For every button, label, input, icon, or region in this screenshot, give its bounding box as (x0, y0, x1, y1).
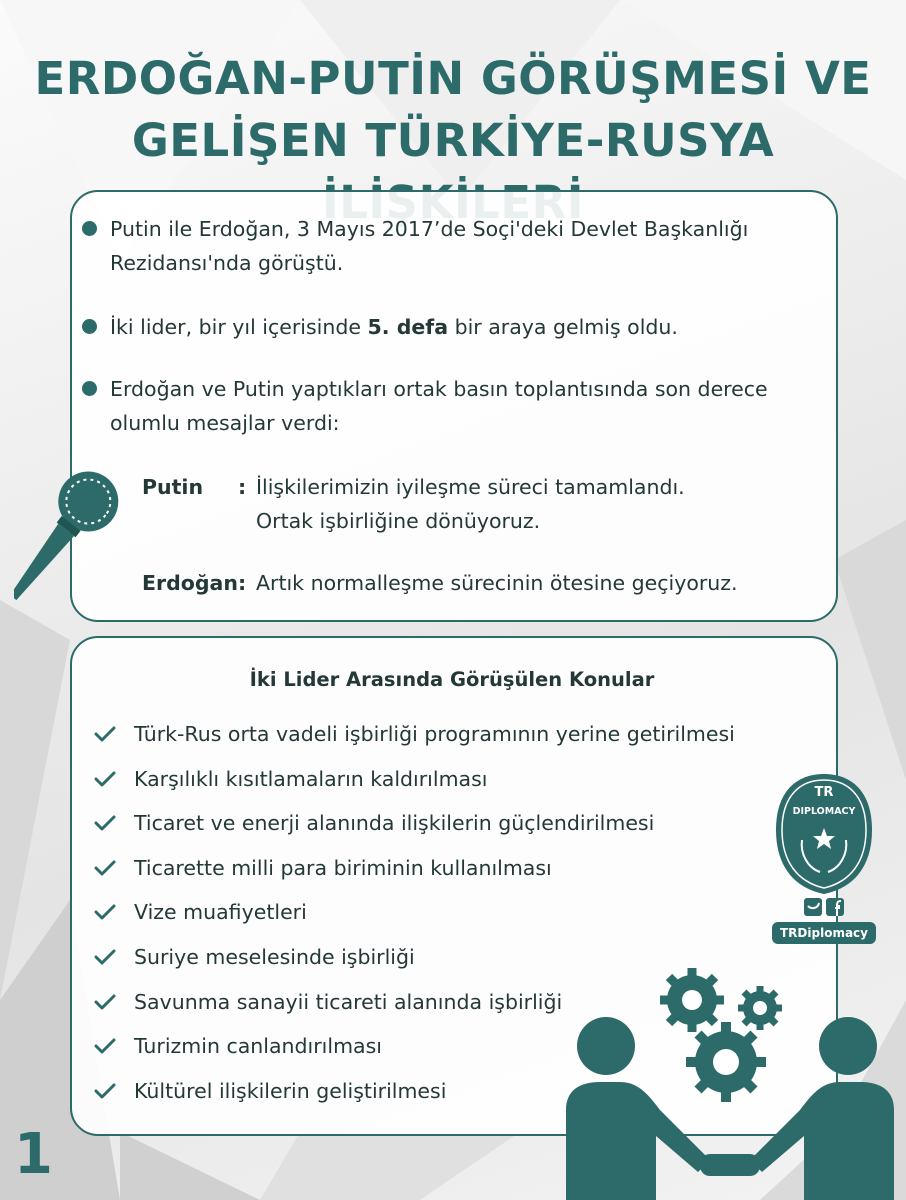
badge-arc-text: DIPLOMACY (792, 806, 856, 817)
topic-label: Turizmin canlandırılması (134, 1034, 382, 1059)
quote-erdogan-name: Erdoğan: (142, 571, 247, 595)
quote-putin-line-1: İlişkilerimizin iyileşme süreci tamamlandı. (256, 475, 685, 499)
microphone-icon (14, 462, 124, 630)
check-icon (94, 993, 116, 1011)
topic-item (94, 716, 735, 761)
topic-label: Vize muafiyetleri (134, 900, 307, 925)
bullet-dot-icon (82, 381, 97, 396)
summary-bullet-count: İki lider, bir yıl içerisinde 5. defa bir araya gelmiş oldu. (82, 310, 812, 344)
gear-icon (738, 986, 782, 1030)
tr-diplomacy-badge (772, 770, 876, 918)
check-icon (94, 770, 116, 788)
check-icon (94, 948, 116, 966)
check-icon (94, 1082, 116, 1100)
topic-label: Kültürel ilişkilerin geliştirilmesi (134, 1078, 447, 1103)
badge-top-text: TR (814, 785, 834, 800)
topic-label: Ticaret ve enerji alanında ilişkilerin güçlendirilmesi (134, 811, 655, 836)
topic-item (94, 805, 735, 850)
check-icon (94, 814, 116, 832)
gear-icon (660, 968, 724, 1032)
title-line-2: GELİŞEN TÜRKİYE-RUSYA (131, 114, 775, 167)
topic-label: Savunma sanayii ticareti alanında işbirliği (134, 989, 563, 1014)
summary-bullet-meeting: Putin ile Erdoğan, 3 Mayıs 2017’de Soçi'deki Devlet Başkanlığı Rezidansı'nda görüştü. (82, 212, 812, 280)
bullet-dot-icon (82, 221, 97, 236)
person-left-head-icon (577, 1017, 635, 1075)
topic-item (94, 761, 735, 806)
quote-erdogan-text: Artık normalleşme sürecinin ötesine geçiyoruz. (256, 571, 738, 595)
meeting-count: 5. defa (367, 315, 449, 339)
page-number: 1 (14, 1122, 53, 1187)
gear-icon (686, 1022, 766, 1102)
person-right-head-icon (819, 1017, 877, 1075)
title-line-1: ERDOĞAN-PUTİN GÖRÜŞMESİ VE (34, 52, 872, 105)
bullet-dot-icon (82, 319, 97, 334)
handshake-icon (700, 1154, 760, 1176)
quote-putin-line-2: Ortak işbirliğine dönüyoruz. (256, 509, 541, 533)
handshake-gears-illustration (560, 960, 900, 1200)
summary-bullet-press: Erdoğan ve Putin yaptıkları ortak basın toplantısında son derece olumlu mesajlar verdi: (82, 372, 782, 440)
topic-label: Türk-Rus orta vadeli işbirliği programının yerine getirilmesi (134, 722, 735, 746)
quote-putin-name: Putin (142, 475, 204, 499)
topic-label: Suriye meselesinde işbirliği (134, 944, 415, 969)
check-icon (94, 859, 116, 877)
check-icon (94, 903, 116, 921)
topic-label: Ticarette milli para biriminin kullanılması (134, 855, 552, 880)
topic-item (94, 850, 735, 895)
topics-heading: İki Lider Arasında Görüşülen Konular (249, 668, 655, 691)
badge-handle: TRDiplomacy (772, 922, 876, 944)
topic-item (94, 894, 735, 939)
twitter-icon[interactable] (804, 898, 822, 916)
person-right-body-icon (750, 1082, 894, 1200)
topic-label: Karşılıklı kısıtlamaların kaldırılması (134, 766, 488, 791)
check-icon (94, 1037, 116, 1055)
quote-putin-colon: : (238, 475, 247, 499)
person-left-body-icon (566, 1082, 710, 1200)
check-icon (94, 725, 116, 743)
